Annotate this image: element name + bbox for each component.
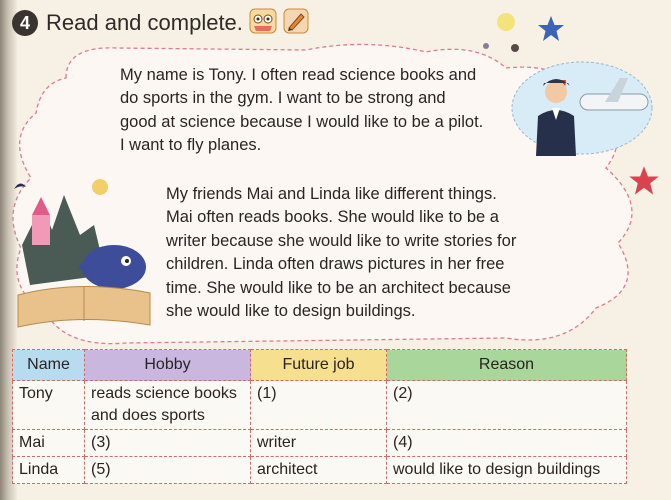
passage-line: she would like to design buildings. bbox=[166, 302, 416, 321]
passage-paragraph-tony bbox=[120, 64, 520, 158]
table-row bbox=[13, 457, 627, 484]
table-row bbox=[13, 381, 627, 430]
passage-line: I want to fly planes. bbox=[120, 136, 262, 155]
completion-table bbox=[12, 349, 627, 484]
cell-name: Linda bbox=[13, 457, 85, 484]
cell-hobby: (3) bbox=[85, 430, 251, 457]
star-icon bbox=[536, 14, 566, 44]
header-reason: Reason bbox=[387, 350, 627, 381]
reading-icon bbox=[249, 8, 277, 39]
passage-line: good at science because I would like to be a pilot. bbox=[120, 112, 484, 131]
table-row bbox=[13, 430, 627, 457]
header-hobby: Hobby bbox=[85, 350, 251, 381]
table-header-row bbox=[13, 350, 627, 381]
passage-line: My friends Mai and Linda like different things. bbox=[166, 185, 497, 203]
cell-hobby-line: and does sports bbox=[91, 407, 205, 424]
cell-hobby bbox=[85, 381, 251, 430]
passage-line: children. Linda often draws pictures in her free bbox=[166, 255, 505, 274]
passage-line: Mai often reads books. She would like to be a bbox=[166, 208, 499, 227]
passage-paragraph-mai-linda bbox=[166, 183, 566, 323]
cell-name: Mai bbox=[13, 430, 85, 457]
passage-line: do sports in the gym. I want to be strong and bbox=[120, 89, 446, 108]
cell-reason: (4) bbox=[387, 430, 627, 457]
exercise-header bbox=[12, 6, 309, 40]
cell-hobby: (5) bbox=[85, 457, 251, 484]
cell-hobby-line: reads science books bbox=[91, 385, 237, 402]
exercise-number: 4 bbox=[12, 10, 38, 36]
header-future-job: Future job bbox=[251, 350, 387, 381]
passage-line: writer because she would like to write stories for bbox=[166, 231, 517, 250]
cell-reason: would like to design buildings bbox=[387, 457, 627, 484]
fantasy-book-illustration bbox=[10, 175, 160, 345]
passage-line: My name is Tony. I often read science books and bbox=[120, 66, 477, 84]
exercise-title: Read and complete. bbox=[46, 10, 243, 35]
cell-job: architect bbox=[251, 457, 387, 484]
cell-name: Tony bbox=[13, 381, 85, 430]
star-icon bbox=[626, 164, 662, 198]
header-name: Name bbox=[13, 350, 85, 381]
cell-job: (1) bbox=[251, 381, 387, 430]
pilot-illustration bbox=[510, 56, 655, 156]
cell-job: writer bbox=[251, 430, 387, 457]
cell-reason: (2) bbox=[387, 381, 627, 430]
passage-line: time. She would like to be an architect because bbox=[166, 278, 511, 297]
writing-icon bbox=[283, 8, 309, 39]
